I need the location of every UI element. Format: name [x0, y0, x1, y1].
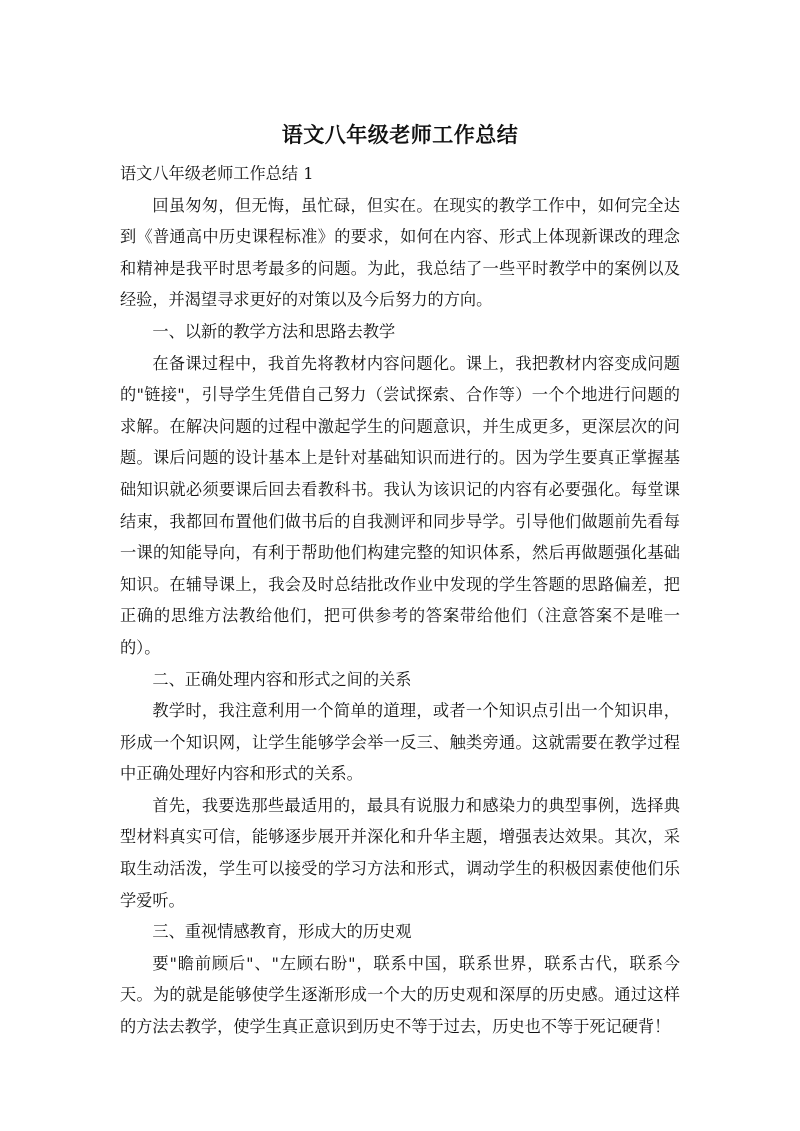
- document-title: 语文八年级老师工作总结: [281, 123, 519, 147]
- paragraph-intro: 回虽匆匆，但无悔，虽忙碌，但实在。在现实的教学工作中，如何完全达到《普通高中历史课程标准》的要求，如何在内容、形式上体现新课改的理念和精神是我平时思考最多的问题。为此，我总结了一些平时教学中的案例以及经验，并渴望寻求更好的对策以及今后努力的方向。: [120, 195, 680, 310]
- document-body: [120, 158, 680, 1043]
- paragraph-section-1: 在备课过程中，我首先将教材内容问题化。课上，我把教材内容变成问题的"链接"，引导学生凭借自己努力（尝试探索、合作等）一个个地进行问题的求解。在解决问题的过程中激起学生的问题意识，并生成更多，更深层次的问题。课后问题的设计基本上是针对基础知识而进行的。因为学生要真正掌握基础知识就必须要课后回去看教科书。我认为该识记的内容有必要强化。每堂课结束，我都回布置他们做书后的自我测评和同步导学。引导他们做题前先看每一课的知能导向，有利于帮助他们构建完整的知识体系，然后再做题强化基础知识。在辅导课上，我会及时总结批改作业中发现的学生答题的思路偏差，把正确的思维方法教给他们，把可供参考的答案带给他们（注意答案不是唯一的）。: [120, 353, 680, 657]
- section-heading-1: 一、以新的教学方法和思路去教学: [152, 321, 396, 341]
- section-heading-3: 三、重视情感教育，形成大的历史观: [152, 922, 412, 942]
- paragraph-section-3: 要"瞻前顾后"、"左顾右盼"，联系中国，联系世界，联系古代，联系今天。为的就是能够使学生逐渐形成一个大的历史观和深厚的历史感。通过这样的方法去教学，使学生真正意识到历史不等于过去，历史也不等于死记硬背！: [120, 953, 680, 1037]
- document-subtitle: 语文八年级老师工作总结 1: [120, 164, 314, 183]
- section-heading-2: 二、正确处理内容和形式之间的关系: [152, 669, 412, 689]
- paragraph-section-2b: 首先，我要选那些最适用的，最具有说服力和感染力的典型事例，选择典型材料真实可信，能够逐步展开并深化和升华主题，增强表达效果。其次，采取生动活泼，学生可以接受的学习方法和形式，调动学生的积极因素使他们乐学爱听。: [120, 795, 680, 910]
- paragraph-section-2a: 教学时，我注意利用一个简单的道理，或者一个知识点引出一个知识串，形成一个知识网，让学生能够学会举一反三、触类旁通。这就需要在教学过程中正确处理好内容和形式的关系。: [120, 701, 680, 784]
